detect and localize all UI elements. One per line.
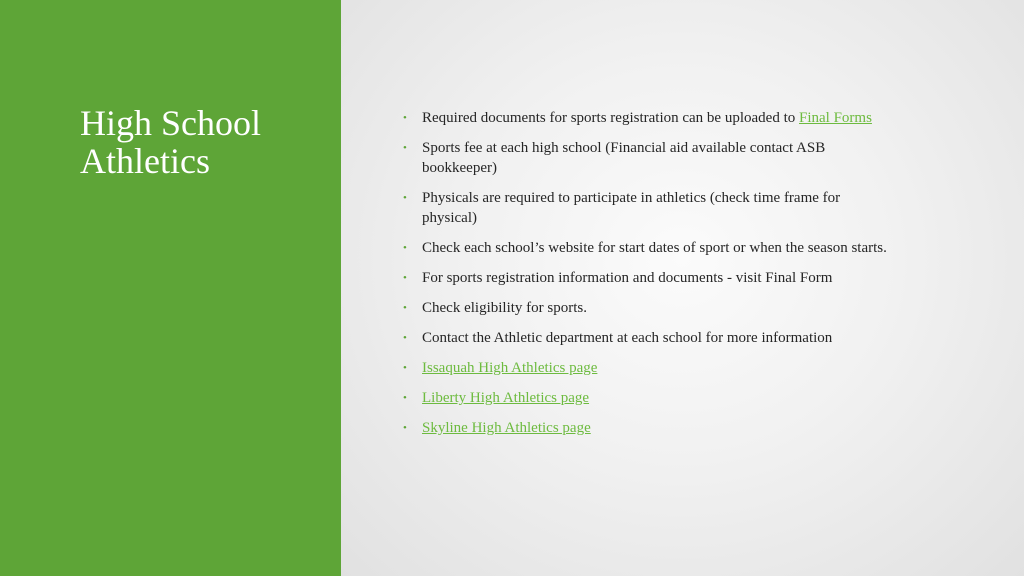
- issaquah-athletics-link[interactable]: Issaquah High Athletics page: [422, 360, 598, 376]
- bullet-icon: •: [403, 332, 407, 344]
- title-panel: [0, 0, 341, 576]
- content-panel: [341, 0, 1024, 576]
- final-forms-link[interactable]: Final Forms: [799, 110, 872, 126]
- bullet-item-liberty: [403, 388, 893, 408]
- bullet-item-registration-info: [403, 268, 893, 288]
- bullet-icon: •: [403, 242, 407, 254]
- bullet-text: Required documents for sports registration can be uploaded to: [422, 110, 799, 126]
- slide-title-line-1: High School: [80, 103, 262, 143]
- bullet-text: Check eligibility for sports.: [422, 300, 587, 316]
- bullet-icon: •: [403, 362, 407, 374]
- bullet-item-contact: [403, 328, 893, 348]
- bullet-item-issaquah: [403, 358, 893, 378]
- slide-title-line-2: Athletics: [80, 141, 210, 181]
- bullet-text: For sports registration information and documents - visit Final Form: [422, 270, 833, 286]
- bullet-icon: •: [403, 192, 407, 204]
- skyline-athletics-link[interactable]: Skyline High Athletics page: [422, 420, 591, 436]
- bullet-text: Physicals are required to participate in athletics (check time frame for physical): [422, 190, 841, 226]
- slide-title: [80, 104, 320, 180]
- bullet-icon: •: [403, 422, 407, 434]
- bullet-item-final-forms: [403, 108, 893, 128]
- bullet-text: Contact the Athletic department at each school for more information: [422, 330, 833, 346]
- bullet-icon: •: [403, 142, 407, 154]
- bullet-text: Sports fee at each high school (Financial aid available contact ASB bookkeeper): [422, 140, 826, 176]
- bullet-icon: •: [403, 392, 407, 404]
- bullet-item-skyline: [403, 418, 893, 438]
- bullet-text: Check each school’s website for start dates of sport or when the season starts.: [422, 240, 887, 256]
- bullet-icon: •: [403, 302, 407, 314]
- bullet-icon: •: [403, 112, 407, 124]
- bullet-item-sports-fee: [403, 138, 893, 178]
- liberty-athletics-link[interactable]: Liberty High Athletics page: [422, 390, 590, 406]
- bullet-item-eligibility: [403, 298, 893, 318]
- bullet-list: [403, 108, 893, 448]
- bullet-icon: •: [403, 272, 407, 284]
- bullet-item-physicals: [403, 188, 893, 228]
- bullet-item-start-dates: [403, 238, 893, 258]
